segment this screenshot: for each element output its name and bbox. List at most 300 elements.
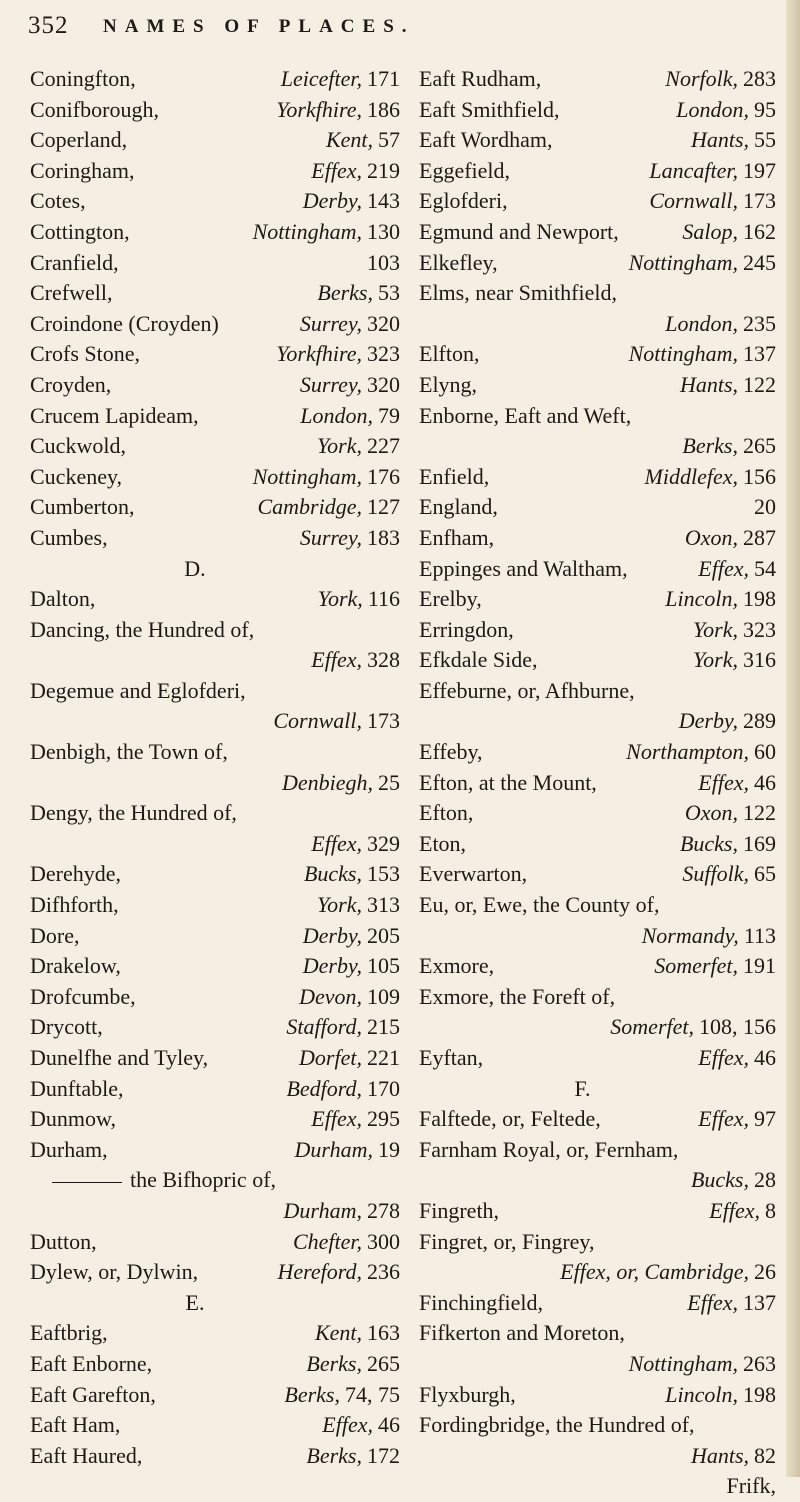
page-ref: 53 — [378, 280, 400, 306]
place-name: Difhforth, — [30, 892, 119, 918]
place-name: Eaft Garefton, — [30, 1381, 156, 1407]
section-letter — [419, 1074, 776, 1105]
place-name: Degemue and Eglofderi, — [30, 677, 246, 703]
index-entry — [30, 1104, 400, 1135]
page-ref: 205 — [367, 922, 400, 948]
index-entry — [419, 737, 776, 768]
page-ref: 25 — [378, 769, 400, 795]
place-name: Eaft Haured, — [30, 1442, 143, 1468]
page-ref: 162 — [743, 218, 776, 244]
index-entry — [30, 1012, 400, 1043]
page-ref: 122 — [743, 371, 776, 397]
county-name: York, — [692, 647, 738, 673]
county-name: Derby, — [302, 922, 362, 948]
place-name: Durham, — [30, 1136, 108, 1162]
page-ref: 323 — [743, 616, 776, 642]
county-name: Yorkfhire, — [276, 341, 362, 367]
index-entry — [419, 95, 776, 126]
page-ref: 57 — [378, 127, 400, 153]
county-name: London, — [300, 402, 373, 428]
page-ref: 28 — [754, 1167, 776, 1193]
county-name: York, — [316, 433, 362, 459]
index-entry — [30, 1318, 400, 1349]
county-name: Oxon, — [684, 524, 738, 550]
page-ref: 245 — [743, 249, 776, 275]
page-ref: 313 — [367, 892, 400, 918]
index-subentry — [30, 1165, 400, 1196]
index-entry-heading — [30, 676, 400, 707]
county-name: York, — [317, 586, 363, 612]
index-entry — [30, 186, 400, 217]
page-ref: 278 — [367, 1197, 400, 1223]
place-name: Cuckeney, — [30, 463, 123, 489]
place-name: Coringham, — [30, 157, 135, 183]
county-name: Durham, — [294, 1136, 373, 1162]
index-entry — [419, 370, 776, 401]
index-entry — [30, 1441, 400, 1472]
index-entry — [30, 64, 400, 95]
place-name: Egmund and Newport, — [419, 218, 619, 244]
page-ref: 215 — [367, 1014, 400, 1040]
county-name: London, — [665, 310, 738, 336]
place-name: Fingreth, — [419, 1197, 500, 1223]
page-ref: 156 — [743, 463, 776, 489]
place-name: Drakelow, — [30, 953, 121, 979]
index-entry — [419, 1043, 776, 1074]
page-ref: 65 — [754, 861, 776, 887]
place-name: Eaft Wordham, — [419, 127, 553, 153]
index-entry — [30, 278, 400, 309]
index-entry — [419, 798, 776, 829]
county-name: Bucks, — [303, 861, 362, 887]
county-name: Cambridge, — [257, 494, 362, 520]
index-entry — [30, 339, 400, 370]
county-name: Effex, — [311, 647, 362, 673]
index-entry-continuation — [419, 309, 776, 340]
county-name: Somerfet, — [610, 1014, 694, 1040]
county-name: Stafford, — [286, 1014, 362, 1040]
county-name: Berks, — [284, 1381, 340, 1407]
place-name: Efton, — [419, 800, 474, 826]
place-name: Eglofderi, — [419, 188, 508, 214]
index-entry-continuation — [30, 645, 400, 676]
page-ref: 176 — [367, 463, 400, 489]
place-name: Everwarton, — [419, 861, 528, 887]
county-name: Bucks, — [679, 830, 738, 856]
index-entry-heading — [419, 676, 776, 707]
place-name: Cottington, — [30, 218, 130, 244]
index-entry-heading — [419, 1318, 776, 1349]
county-name: Hants, — [690, 1442, 749, 1468]
index-entry-heading — [419, 890, 776, 921]
index-entry — [30, 982, 400, 1013]
index-entry-continuation — [419, 921, 776, 952]
page-ref: 186 — [367, 96, 400, 122]
index-entry — [30, 859, 400, 890]
county-name: London, — [676, 96, 749, 122]
place-name: Cuckwold, — [30, 433, 126, 459]
county-name: Lincoln, — [665, 1381, 738, 1407]
section-letter-text: F. — [574, 1075, 591, 1101]
page-ref: 122 — [743, 800, 776, 826]
index-entry-continuation — [30, 706, 400, 737]
page-ref: 153 — [367, 861, 400, 887]
county-name: Nottingham, — [628, 1350, 738, 1376]
page-ref: 197 — [743, 157, 776, 183]
county-name: York, — [692, 616, 738, 642]
page-ref: 283 — [743, 66, 776, 91]
page-ref: 113 — [743, 922, 776, 948]
place-name: Enborne, Eaft and Weft, — [419, 402, 632, 428]
place-name: the Bifhopric of, — [130, 1167, 277, 1193]
county-name: Cornwall, — [273, 708, 362, 734]
page-ref: 137 — [743, 1289, 776, 1315]
county-name: Surrey, — [299, 310, 362, 336]
page-number: 352 — [28, 12, 69, 39]
place-name: Dylew, or, Dylwin, — [30, 1259, 199, 1285]
place-name: Finchingfield, — [419, 1289, 544, 1315]
page-ref: 221 — [367, 1045, 400, 1070]
index-entry — [30, 1257, 400, 1288]
index-entry-heading — [419, 982, 776, 1013]
place-name: Coningfton, — [30, 66, 136, 91]
index-entry-heading — [30, 615, 400, 646]
county-name: Berks, — [306, 1350, 362, 1376]
place-name: Exmore, — [419, 953, 495, 979]
page-ref: 82 — [754, 1442, 776, 1468]
place-name: Eppinges and Waltham, — [419, 555, 628, 581]
page-ref: 316 — [743, 647, 776, 673]
place-name: Derehyde, — [30, 861, 122, 887]
page-ref: 116 — [367, 586, 400, 612]
page-ref: 105 — [367, 953, 400, 979]
page-ref: 173 — [367, 708, 400, 734]
index-entry — [30, 1135, 400, 1166]
index-entry — [30, 217, 400, 248]
index-entry-continuation — [419, 431, 776, 462]
index-entry — [419, 217, 776, 248]
place-name: Dengy, the Hundred of, — [30, 800, 237, 826]
index-entry — [30, 95, 400, 126]
place-name: Crefwell, — [30, 280, 113, 306]
index-entry — [419, 615, 776, 646]
page-ref: 103 — [367, 249, 400, 275]
county-name: Bedford, — [286, 1075, 362, 1101]
index-column-right — [419, 64, 776, 1502]
section-letter — [30, 554, 400, 585]
index-entry-continuation — [419, 1441, 776, 1472]
place-name: Enfham, — [419, 524, 495, 550]
index-entry — [30, 1380, 400, 1411]
place-name: Cumbes, — [30, 524, 108, 550]
place-name: Effeburne, or, Afhburne, — [419, 677, 635, 703]
index-entry — [30, 523, 400, 554]
place-name: Denbigh, the Town of, — [30, 739, 228, 765]
county-name: Durham, — [283, 1197, 362, 1223]
county-name: Denbiegh, — [281, 769, 373, 795]
county-name: Oxon, — [684, 800, 738, 826]
county-name: Normandy, — [641, 922, 739, 948]
county-name: Bucks, — [690, 1167, 749, 1193]
page-ref: 323 — [367, 341, 400, 367]
place-name: Effeby, — [419, 739, 483, 765]
running-title: NAMES OF PLACES. — [103, 16, 415, 37]
index-entry-continuation — [419, 1471, 776, 1502]
place-name: Dunftable, — [30, 1075, 124, 1101]
place-name: Drycott, — [30, 1014, 103, 1040]
county-name: Berks, — [682, 433, 738, 459]
place-name: Elyng, — [419, 371, 478, 397]
page-ref: 265 — [367, 1350, 400, 1376]
place-name: Fordingbridge, the Hundred of, — [419, 1412, 695, 1438]
index-entry — [419, 1104, 776, 1135]
page-ref: 46 — [378, 1412, 400, 1438]
page-ref: 130 — [367, 218, 400, 244]
index-entry — [30, 370, 400, 401]
page-ref: 20 — [754, 494, 776, 520]
page-ref: 137 — [743, 341, 776, 367]
index-entry — [419, 1380, 776, 1411]
index-entry — [30, 584, 400, 615]
index-entry-heading — [30, 737, 400, 768]
place-name: Eggefield, — [419, 157, 511, 183]
county-name: Chefter, — [292, 1228, 362, 1254]
place-name: Eu, or, Ewe, the County of, — [419, 892, 660, 918]
page-ref: 287 — [743, 524, 776, 550]
county-name: Effex, — [311, 1106, 362, 1132]
page-ref: 19 — [378, 1136, 400, 1162]
page-ref: 198 — [743, 586, 776, 612]
index-entry — [30, 1227, 400, 1258]
county-name: Dorfet, — [299, 1045, 362, 1070]
county-name: Lancafter, — [649, 157, 738, 183]
county-name: Kent, — [325, 127, 373, 153]
county-name: Devon, — [299, 983, 362, 1009]
county-name: York, — [316, 892, 362, 918]
page-ref: 171 — [367, 66, 400, 91]
page-ref: 170 — [367, 1075, 400, 1101]
place-name: Croindone (Croyden) — [30, 310, 219, 336]
place-name: Efton, at the Mount, — [419, 769, 597, 795]
index-entry-heading — [419, 1410, 776, 1441]
index-entry-continuation — [419, 1165, 776, 1196]
page-ref: 227 — [367, 433, 400, 459]
page-ref: 320 — [367, 371, 400, 397]
place-name: Eaft Ham, — [30, 1412, 121, 1438]
place-name: Dutton, — [30, 1228, 97, 1254]
page-ref: 265 — [743, 433, 776, 459]
page-ref: 219 — [367, 157, 400, 183]
page-ref: 300 — [367, 1228, 400, 1254]
place-name: Dalton, — [30, 586, 96, 612]
county-name: Lincoln, — [665, 586, 738, 612]
page-ref: 289 — [743, 708, 776, 734]
index-entry — [419, 829, 776, 860]
page-ref: 235 — [743, 310, 776, 336]
place-name: England, — [419, 494, 498, 520]
place-name: Eaftbrig, — [30, 1320, 108, 1346]
index-entry-heading — [419, 1135, 776, 1166]
index-entry-continuation — [419, 1349, 776, 1380]
place-name: Dancing, the Hundred of, — [30, 616, 255, 642]
page-ref: 54 — [754, 555, 776, 581]
place-name: Dore, — [30, 922, 80, 948]
page-ref: 60 — [754, 739, 776, 765]
county-name: Effex, — [698, 1106, 749, 1132]
county-name: Kent, — [314, 1320, 362, 1346]
place-name: Cranfield, — [30, 249, 119, 275]
index-entry — [419, 1288, 776, 1319]
page-ref: 46 — [754, 769, 776, 795]
index-entry-heading — [419, 278, 776, 309]
county-name: Nottingham, — [252, 463, 362, 489]
county-name: Nottingham, — [252, 218, 362, 244]
place-name: Elfton, — [419, 341, 480, 367]
page-ref: 8 — [765, 1197, 776, 1223]
index-entry — [30, 1074, 400, 1105]
county-name: Effex, or, Cambridge, — [560, 1259, 749, 1285]
county-name: Nottingham, — [628, 249, 738, 275]
county-name: Cornwall, — [649, 188, 738, 214]
index-entry — [30, 248, 400, 279]
place-name: Elkefley, — [419, 249, 498, 275]
place-name: Eyftan, — [419, 1045, 484, 1070]
page-header — [28, 12, 768, 52]
index-entry-continuation — [30, 829, 400, 860]
place-name: Falftede, or, Feltede, — [419, 1106, 601, 1132]
county-name: Effex, — [311, 830, 362, 856]
index-entry — [419, 186, 776, 217]
page-ref: 329 — [367, 830, 400, 856]
index-entry-continuation — [30, 1196, 400, 1227]
county-name: Effex, — [322, 1412, 373, 1438]
county-name: Leicefter, — [280, 66, 362, 91]
page-ref: 127 — [367, 494, 400, 520]
place-name: Eaft Smithfield, — [419, 96, 560, 122]
county-name: Norfolk, — [665, 66, 738, 91]
page-ref: 26 — [754, 1259, 776, 1285]
section-letter — [30, 1288, 400, 1319]
place-name: Erringdon, — [419, 616, 514, 642]
index-entry-continuation — [419, 706, 776, 737]
index-entry — [30, 492, 400, 523]
index-column-left — [30, 64, 400, 1471]
index-entry — [30, 1410, 400, 1441]
county-name: Surrey, — [299, 371, 362, 397]
county-name: Derby, — [302, 953, 362, 979]
place-name: Elms, near Smithfield, — [419, 280, 617, 306]
index-entry — [419, 339, 776, 370]
place-name: Cotes, — [30, 188, 86, 214]
index-entry — [30, 431, 400, 462]
index-entry — [30, 125, 400, 156]
county-name: Salop, — [682, 218, 738, 244]
page-ref: 263 — [743, 1350, 776, 1376]
place-name: Conifborough, — [30, 96, 159, 122]
page-ref: 46 — [754, 1045, 776, 1070]
page-ref: 79 — [378, 402, 400, 428]
page-ref: 320 — [367, 310, 400, 336]
county-name: Somerfet, — [654, 953, 738, 979]
county-name: Northampton, — [626, 739, 749, 765]
index-entry — [419, 951, 776, 982]
index-entry — [419, 248, 776, 279]
page-ref: 173 — [743, 188, 776, 214]
page-ref: 109 — [367, 983, 400, 1009]
index-entry — [419, 523, 776, 554]
index-entry — [30, 951, 400, 982]
place-name: Fifkerton and Moreton, — [419, 1320, 625, 1346]
place-name: Cumberton, — [30, 494, 135, 520]
index-entry-continuation — [30, 768, 400, 799]
page-ref: 295 — [367, 1106, 400, 1132]
place-name: Eaft Enborne, — [30, 1350, 153, 1376]
page-ref: 55 — [754, 127, 776, 153]
index-entry-heading — [419, 1227, 776, 1258]
page-ref: 236 — [367, 1259, 400, 1285]
county-name: Yorkfhire, — [276, 96, 362, 122]
index-entry — [30, 1043, 400, 1074]
index-entry-continuation — [419, 1257, 776, 1288]
page-ref: 108, 156 — [699, 1014, 776, 1040]
page-ref: 328 — [367, 647, 400, 673]
ditto-dash — [52, 1182, 122, 1183]
county-name: Derby, — [302, 188, 362, 214]
place-name: Croyden, — [30, 371, 112, 397]
index-entry — [30, 401, 400, 432]
county-name: Effex, — [698, 1045, 749, 1070]
page-ref: 183 — [367, 524, 400, 550]
index-entry — [419, 492, 776, 523]
place-name: Eaft Rudham, — [419, 66, 542, 91]
section-letter-text: D. — [184, 555, 206, 581]
page-ref: 95 — [754, 96, 776, 122]
county-name: Effex, — [687, 1289, 738, 1315]
place-name: Drofcumbe, — [30, 983, 136, 1009]
index-entry-continuation — [419, 1012, 776, 1043]
county-name: Surrey, — [299, 524, 362, 550]
index-entry — [30, 462, 400, 493]
place-name: Efkdale Side, — [419, 647, 538, 673]
place-name: Flyxburgh, — [419, 1381, 516, 1407]
place-name: Erelby, — [419, 586, 482, 612]
page-ref: 172 — [367, 1442, 400, 1468]
county-name: Hereford, — [277, 1259, 362, 1285]
place-name: Crofs Stone, — [30, 341, 140, 367]
section-letter-text: E. — [185, 1289, 205, 1315]
county-name: Middlefex, — [644, 463, 738, 489]
place-name: Farnham Royal, or, Fernham, — [419, 1136, 679, 1162]
index-entry — [419, 64, 776, 95]
index-entry — [419, 156, 776, 187]
page-ref: 143 — [367, 188, 400, 214]
place-name: Coperland, — [30, 127, 128, 153]
place-name: Dunelfhe and Tyley, — [30, 1045, 209, 1070]
place-name: Fingret, or, Fingrey, — [419, 1228, 595, 1254]
index-entry — [419, 554, 776, 585]
page-ref: 198 — [743, 1381, 776, 1407]
place-name: Crucem Lapideam, — [30, 402, 199, 428]
county-name: Berks, — [306, 1442, 362, 1468]
place-name: Dunmow, — [30, 1106, 116, 1132]
place-name: Enfield, — [419, 463, 490, 489]
index-entry-heading — [419, 401, 776, 432]
page-ref: 191 — [743, 953, 776, 979]
page-ref: 163 — [367, 1320, 400, 1346]
page-ref: 97 — [754, 1106, 776, 1132]
index-entry — [419, 768, 776, 799]
index-entry — [30, 921, 400, 952]
